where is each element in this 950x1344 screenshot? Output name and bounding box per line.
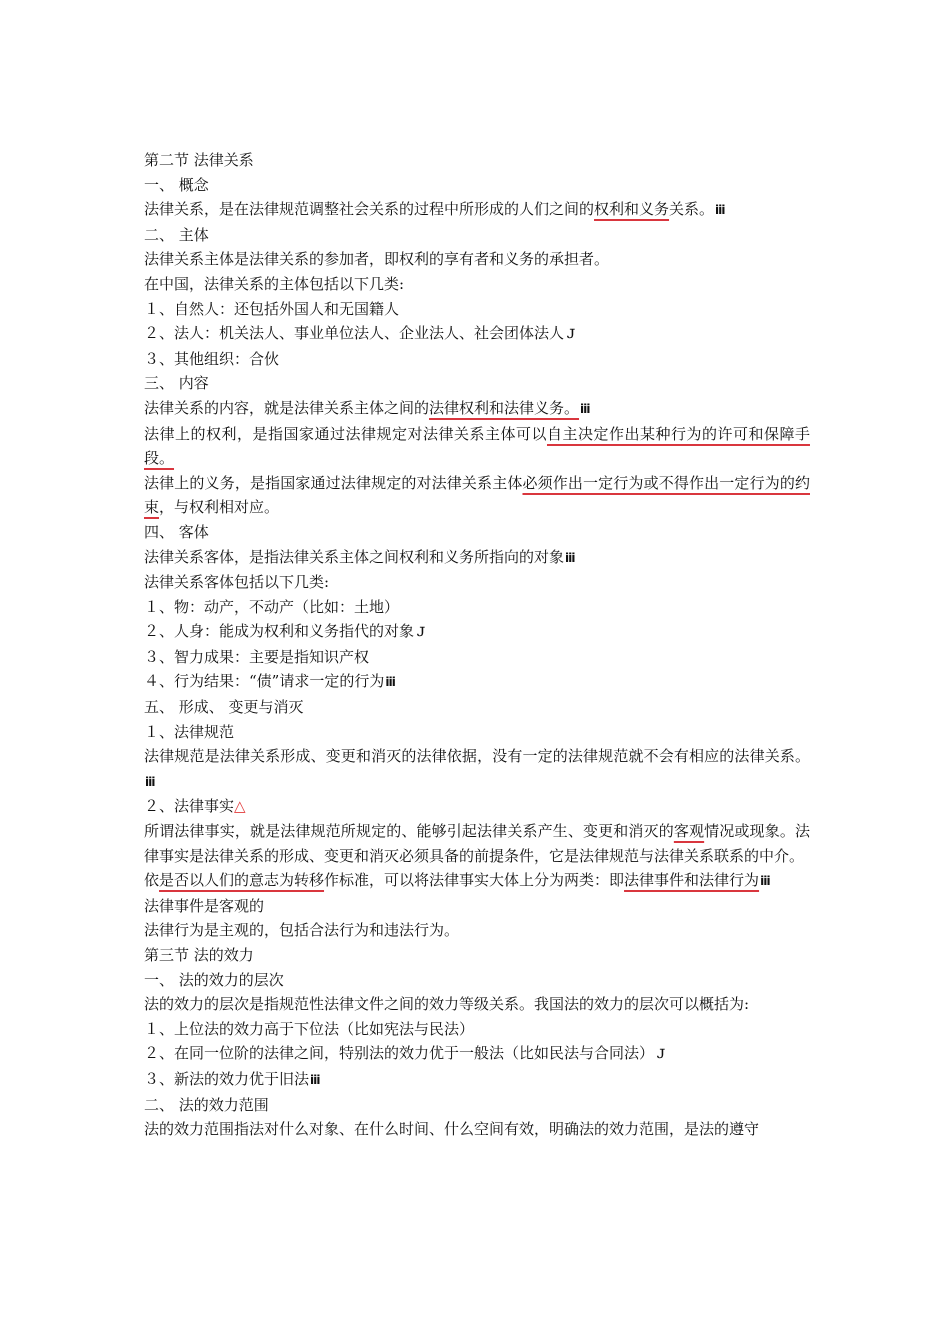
paragraph-legal-norm: 法律规范是法律关系形成、变更和消灭的法律依据，没有一定的法律规范就不会有相应的法律关系。ⅲ	[144, 747, 810, 789]
underlined-text: 必须作出一定行为或不得作出一定行为的约束	[144, 473, 810, 517]
heading-content: 三、 内容	[144, 374, 209, 393]
document-body	[144, 148, 810, 1142]
list-item: ４、行为结果：“债”请求一定的行为ⅲ	[144, 672, 396, 691]
heading-subject: 二、 主体	[144, 225, 209, 244]
paragraph-legal-act: 法律行为是主观的，包括合法行为和违法行为。	[144, 921, 460, 940]
list-item: ２、法人：机关法人、事业单位法人、企业法人、社会团体法人Ｊ	[144, 324, 578, 343]
line-break-mark-icon: Ｊ	[565, 327, 578, 342]
paragraph-mark-icon: ⅲ	[580, 401, 591, 416]
paragraph-object: 法律关系客体，是指法律关系主体之间权利和义务所指向的对象ⅲ	[144, 547, 576, 566]
paragraph-legal-event: 法律事件是客观的	[144, 896, 265, 915]
paragraph-mark-icon: ⅲ	[310, 1072, 321, 1087]
heading-effect-scope: 二、 法的效力范围	[144, 1095, 269, 1114]
list-item: １、物：动产，不动产（比如：土地）	[144, 597, 400, 616]
paragraph-subject-types: 在中国，法律关系的主体包括以下几类:	[144, 274, 405, 293]
section-title: 第三节 法的效力	[144, 946, 254, 964]
underlined-text: 是否以人们的意志为转移	[159, 871, 325, 890]
heading-formation: 五、 形成、 变更与消灭	[144, 698, 304, 717]
list-item: ３、新法的效力优于旧法ⅲ	[144, 1069, 321, 1088]
paragraph-effect-scope: 法的效力范围指法对什么对象、在什么时间、什么空间有效，明确法的效力范围，是法的遵守	[144, 1120, 760, 1139]
underlined-text: 客观	[673, 822, 705, 841]
paragraph-mark-icon: ⅲ	[715, 203, 726, 218]
list-item: １、上位法的效力高于下位法（比如宪法与民法）	[144, 1019, 475, 1038]
paragraph-fact-types: 依是否以人们的意志为转移作标准，可以将法律事实大体上分为两类：即法律事件和法律行为ⅲ	[144, 871, 771, 890]
heading-effect-levels: 一、 法的效力的层次	[144, 970, 284, 989]
list-item: ２、人身：能成为权利和义务指代的对象Ｊ	[144, 622, 428, 641]
heading-object: 四、 客体	[144, 522, 209, 541]
subheading-legal-fact: ２、法律事实△	[144, 797, 246, 816]
list-item: ３、其他组织：合伙	[144, 349, 280, 368]
paragraph-right: 法律上的权利，是指国家通过法律规定对法律关系主体可以自主决定作出某种行为的许可和保障手段。	[144, 424, 810, 468]
subheading-legal-norm: １、法律规范	[144, 722, 235, 741]
underlined-text: 法律权利和法律义务。	[429, 398, 580, 417]
triangle-icon: △	[234, 797, 246, 816]
underlined-text: 法律事件和法律行为	[624, 871, 760, 890]
paragraph-object-types: 法律关系客体包括以下几类:	[144, 573, 330, 592]
paragraph-mark-icon: ⅲ	[145, 774, 156, 789]
paragraph-duty: 法律上的义务，是指国家通过法律规定的对法律关系主体必须作出一定行为或不得作出一定行为的约束，与权利相对应。	[144, 473, 810, 517]
line-break-mark-icon: Ｊ	[415, 625, 428, 640]
underlined-text: 权利和义务	[594, 200, 670, 219]
section-title: 第二节 法律关系	[144, 151, 254, 169]
list-item: １、自然人：还包括外国人和无国籍人	[144, 299, 400, 318]
paragraph-mark-icon: ⅲ	[565, 550, 576, 565]
paragraph-mark-icon: ⅲ	[760, 874, 771, 889]
paragraph-content: 法律关系的内容，就是法律关系主体之间的法律权利和法律义务。ⅲ	[144, 398, 591, 417]
paragraph-legal-fact: 所谓法律事实，就是法律规范所规定的、能够引起法律关系产生、变更和消灭的客观情况或现象。法律事实是法律关系的形成、变更和消灭必须具备的前提条件，它是法律规范与法律关系联系的中介。	[144, 822, 810, 865]
line-break-mark-icon: Ｊ	[655, 1047, 668, 1062]
paragraph-concept: 法律关系，是在法律规范调整社会关系的过程中所形成的人们之间的权利和义务关系。ⅲ	[144, 200, 726, 219]
paragraph-effect-levels: 法的效力的层次是指规范性法律文件之间的效力等级关系。我国法的效力的层次可以概括为:	[144, 995, 750, 1014]
heading-concept: 一、 概念	[144, 175, 209, 194]
list-item: ３、智力成果：主要是指知识产权	[144, 647, 370, 666]
paragraph-mark-icon: ⅲ	[385, 675, 396, 690]
paragraph-subject: 法律关系主体是法律关系的参加者，即权利的享有者和义务的承担者。	[144, 250, 610, 269]
underlined-text: 自主决定作出某种行为的许可和保障手段。	[144, 424, 810, 468]
list-item: ２、在同一位阶的法律之间，特别法的效力优于一般法（比如民法与合同法）Ｊ	[144, 1044, 668, 1063]
